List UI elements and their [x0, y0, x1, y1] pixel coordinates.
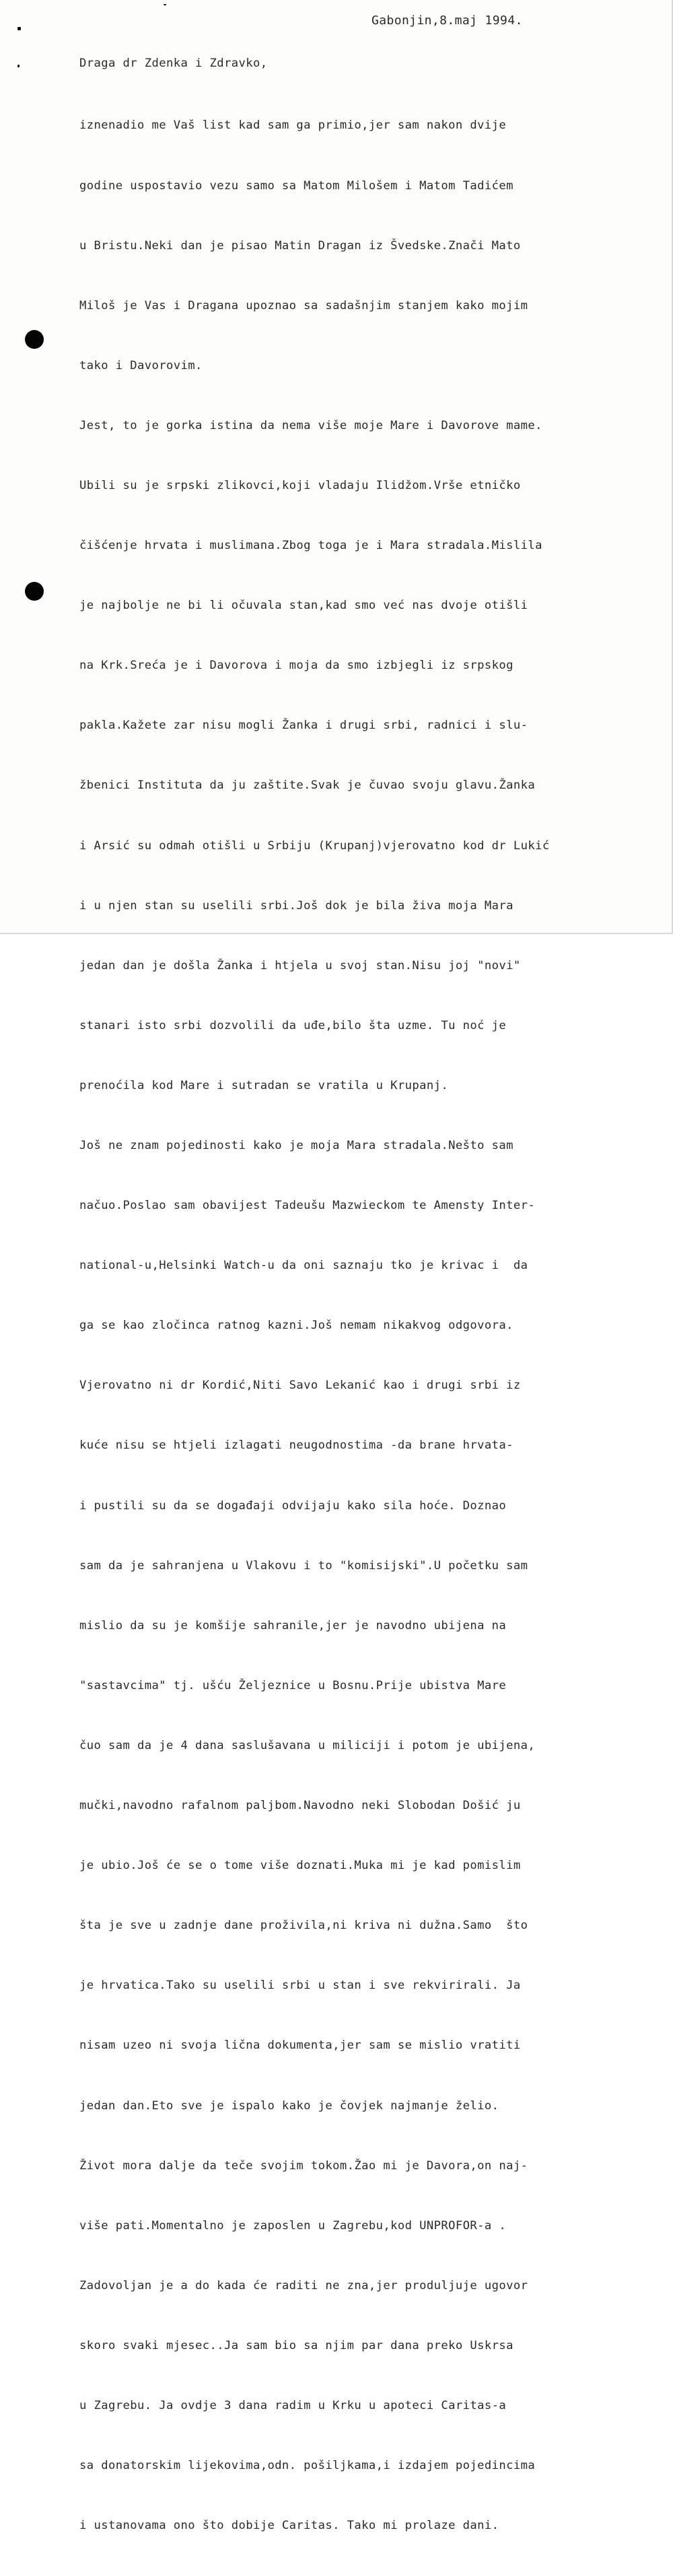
body-line: Ubili su je srpski zlikovci,koji vladaju Ilidžom.Vrše etničko: [79, 478, 521, 492]
body-line: i Arsić su odmah otišli u Srbiju (Krupanj)vjerovatno kod dr Lukić: [79, 838, 550, 853]
body-line: Miloš je Vas i Dragana upoznao sa sadašnjim stanjem kako mojim: [79, 298, 528, 312]
body-line: sam da je sahranjena u Vlakovu i to "komisijski".U početku sam: [79, 1558, 528, 1573]
body-line: jedan dan je došla Žanka i htjela u svoj stan.Nisu joj "novi": [79, 958, 521, 972]
body-line: mislio da su je komšije sahranile,jer je navodno ubijena na: [79, 1618, 507, 1632]
body-line: je najbolje ne bi li očuvala stan,kad smo već nas dvoje otišli: [79, 599, 528, 613]
body-line: načuo.Poslao sam obavijest Tadeušu Mazwieckom te Amensty Inter-: [79, 1199, 536, 1213]
body-line: čišćenje hrvata i muslimana.Zbog toga je i Mara stradala.Mislila: [79, 539, 542, 553]
body-line: stanari isto srbi dozvolili da uđe,bilo šta uzme. Tu noć je: [79, 1018, 507, 1032]
letter-date: Gabonjin,8.maj 1994.: [371, 13, 523, 28]
body-line: Još ne znam pojedinosti kako je moja Mara stradala.Nešto sam: [79, 1139, 513, 1152]
body-line: čuo sam da je 4 dana saslušavana u miliciji i potom je ubijena,: [79, 1738, 536, 1752]
body-line: na Krk.Sreća je i Davorova i moja da smo izbjegli iz srpskog: [79, 659, 513, 673]
ink-speck: [17, 65, 20, 67]
body-line: "sastavcima" tj. ušću Željeznice u Bosnu.Prije ubistva Mare: [79, 1678, 507, 1692]
ink-speck: [164, 4, 166, 5]
punch-hole: [25, 330, 44, 349]
body-line: je ubio.Još će se o tome više doznati.Muka mi je kad pomislim: [79, 1859, 521, 1873]
body-line: prenoćila kod Mare i sutradan se vratila u Krupanj.: [79, 1078, 449, 1092]
body-line: national-u,Helsinki Watch-u da oni saznaju tko je krivac i da: [79, 1259, 528, 1273]
body-line: u Bristu.Neki dan je pisao Matin Dragan iz Švedske.Znači Mato: [79, 238, 521, 253]
body-line: i u njen stan su uselili srbi.Još dok je bila živa moja Mara: [79, 898, 513, 913]
body-line: Život mora dalje da teče svojim tokom.Žao mi je Davora,on naj-: [79, 2158, 528, 2173]
punch-hole: [25, 582, 44, 601]
letter-body: [79, 76, 550, 2576]
body-line: više pati.Momentalno je zaposlen u Zagrebu,kod UNPROFOR-a .: [79, 2218, 507, 2233]
body-line: nisam uzeo ni svoja lična dokumenta,jer sam se mislio vratiti: [79, 2039, 521, 2053]
body-line: žbenici Instituta da ju zaštite.Svak je čuvao svoju glavu.Žanka: [79, 779, 536, 793]
body-line: i ustanovama ono što dobije Caritas. Tako mi prolaze dani.: [79, 2519, 499, 2533]
ink-speck: [17, 27, 21, 30]
body-line: skoro svaki mjesec..Ja sam bio sa njim par dana preko Uskrsa: [79, 2338, 513, 2352]
body-line: ga se kao zločinca ratnog kazni.Još nemam nikakvog odgovora.: [79, 1319, 513, 1333]
body-line: Vjerovatno ni dr Kordić,Niti Savo Lekanić kao i drugi srbi iz: [79, 1379, 521, 1393]
body-line: iznenadio me Vaš list kad sam ga primio,jer sam nakon dvije: [79, 119, 507, 133]
letter-salutation: Draga dr Zdenka i Zdravko,: [79, 57, 268, 70]
body-line: pakla.Kažete zar nisu mogli Žanka i drugi srbi, radnici i slu-: [79, 719, 528, 733]
body-line: sa donatorskim lijekovima,odn. pošiljkama,i izdajem pojedincima: [79, 2459, 536, 2473]
body-line: tako i Davorovim.: [79, 358, 203, 372]
body-line: Zadovoljan je a do kada će raditi ne zna,jer produljuje ugovor: [79, 2278, 528, 2292]
body-line: mučki,navodno rafalnom paljbom.Navodno neki Slobodan Došić ju: [79, 1799, 521, 1813]
body-line: i pustili su da se događaji odvijaju kako sila hoće. Doznao: [79, 1498, 507, 1513]
body-line: šta je sve u zadnje dane proživila,ni kriva ni dužna.Samo što: [79, 1919, 528, 1933]
body-line: u Zagrebu. Ja ovdje 3 dana radim u Krku u apoteci Caritas-a: [79, 2398, 507, 2412]
body-line: jedan dan.Eto sve je ispalo kako je čovjek najmanje želio.: [79, 2099, 499, 2113]
body-line: godine uspostavio vezu samo sa Matom Milošem i Matom Tadićem: [79, 178, 513, 193]
body-line: je hrvatica.Tako su uselili srbi u stan i sve rekvirirali. Ja: [79, 1979, 521, 1993]
body-line: kuće nisu se htjeli izlagati neugodnostima -da brane hrvata-: [79, 1439, 513, 1453]
body-line: Jest, to je gorka istina da nema više moje Mare i Davorove mame.: [79, 418, 542, 432]
